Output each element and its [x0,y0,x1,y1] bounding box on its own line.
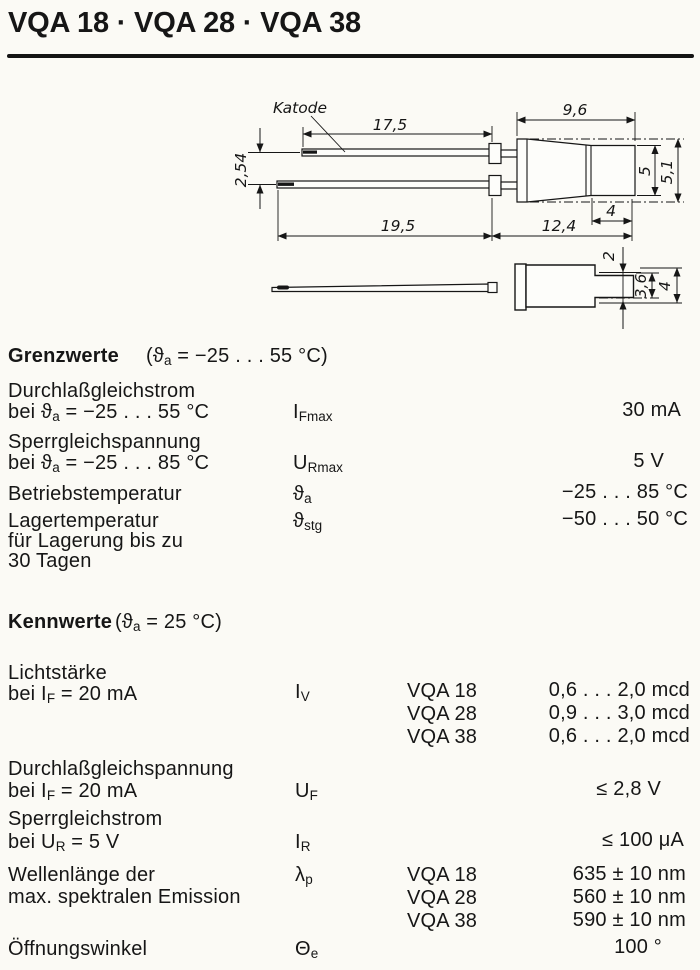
grenzwerte-condition: ($ϑ_a = -25$ . . . 55 °C) [146,345,328,368]
katode-lead-tip [278,183,294,186]
param-label-line: Sperrgleichstrom [8,808,163,830]
dim-lead-pitch: 2,54 [232,152,250,188]
variant-value: 0,6 . . . 2,0 mcd [548,725,690,747]
variant-value: 590 ± 10 nm [572,909,686,931]
param-label-line: Wellenlänge der [8,864,156,886]
variant-name: VQA 18 [407,864,478,886]
anode-lead-tip [303,151,317,154]
katode-label: Katode [273,99,328,117]
param-value: −50 . . . 50 °C [561,508,688,530]
dim-total-len: 12,4 [541,217,577,235]
param-symbol: $I_R$ [295,831,311,854]
kennwerte-condition: ($ϑ_a = 25$ °C) [115,611,223,634]
variant-name: VQA 18 [407,680,478,702]
param-value: 100 ° [614,936,662,958]
section-heading-grenzwerte: Grenzwerte [8,345,119,367]
katode-lead [277,181,490,188]
param-label-line: bei $I_F = 20$ mA [8,780,138,803]
param-label-line: bei $U_R = 5$ V [8,831,120,854]
param-value: 5 V [633,450,664,472]
param-label-line: Durchlaßgleichspannung [8,758,234,780]
lead-crimp-bottom [489,176,501,196]
param-label-line: bei $ϑ_a = -25$ . . . 55 °C [8,401,210,424]
variant-name: VQA 28 [407,703,478,725]
variant-value: 635 ± 10 nm [572,863,686,885]
param-label-line: 30 Tagen [8,550,92,572]
body-top-view [526,265,634,307]
param-label-line: Lichtstärke [8,662,107,684]
variant-value: 560 ± 10 nm [572,886,686,908]
dim-front-len: 4 [606,202,616,220]
param-label-line: max. spektralen Emission [8,886,241,908]
variant-value: 0,6 . . . 2,0 mcd [548,679,690,701]
param-label-line: Öffnungswinkel [8,938,148,960]
param-label-line: Durchlaßgleichstrom [8,380,196,402]
lead-crimp-top [489,144,501,164]
variant-name: VQA 38 [407,726,478,748]
package-outline-drawing [0,0,700,345]
dim-lead-top: 17,5 [372,116,408,134]
param-label-line: für Lagerung bis zu [8,530,184,552]
param-value: ≤ 2,8 V [596,778,661,800]
variant-value: 0,9 . . . 3,0 mcd [548,702,690,724]
crimp-top-view [488,283,497,293]
led-body-side [517,139,635,202]
param-label-line: bei $ϑ_a = -25$ . . . 85 °C [8,452,210,475]
param-symbol: $I_{Fmax}$ [293,401,333,424]
variant-name: VQA 38 [407,910,478,932]
param-label-line: Betriebstemperatur [8,483,182,505]
lead-stub-bottom [501,182,518,189]
param-symbol: $\lambda_p$ [295,864,313,887]
param-value: −25 . . . 85 °C [561,481,688,503]
dim-dia-inner: 5 [636,166,654,176]
led-side-view [277,139,635,202]
dim-dia-outer: 5,1 [658,159,676,185]
param-symbol: $\Theta_e$ [295,938,319,961]
param-symbol: $ϑ_a$ [293,483,312,506]
param-label-line: Sperrgleichspannung [8,431,201,453]
anode-lead [302,149,492,156]
param-value: ≤ 100 μA [602,829,684,851]
lead-stub-top [501,150,518,157]
param-symbol: $I_V$ [295,681,310,704]
section-heading-kennwerte: Kennwerte [8,611,113,633]
lead-top-view [272,284,490,292]
dim-body-len: 9,6 [562,101,588,119]
dim-slot-depth: 2 [600,251,618,261]
lead-tip-top-view [277,286,289,290]
page-title: VQA 18 · VQA 28 · VQA 38 [8,7,361,39]
param-value: 30 mA [622,399,681,421]
param-label-line: bei $I_F = 20$ mA [8,683,138,706]
param-symbol: $ϑ_{stg}$ [293,510,323,533]
led-top-view [272,264,634,310]
dim-lead-bottom: 19,5 [380,217,416,235]
flange-top-view [515,264,526,310]
param-symbol: $U_F$ [295,780,318,803]
variant-name: VQA 28 [407,887,478,909]
param-symbol: $U_{Rmax}$ [293,452,343,475]
dim-slot-outer: 4 [656,281,674,291]
param-label-line: Lagertemperatur [8,510,159,532]
dim-slot-width: 3,6 [632,273,650,299]
